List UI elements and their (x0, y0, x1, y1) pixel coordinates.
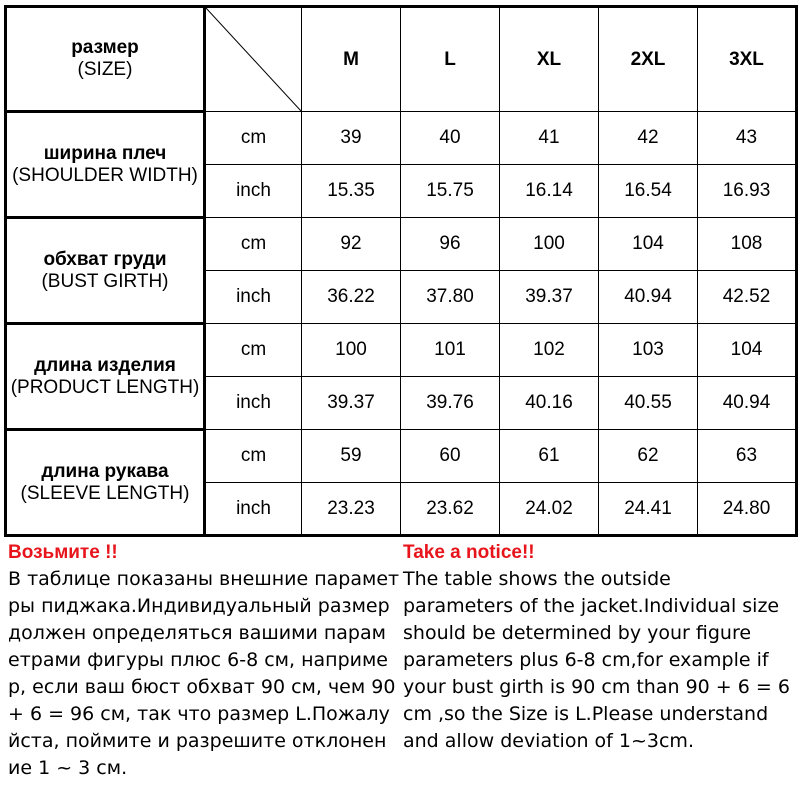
table-row (6, 112, 797, 165)
row-label-en: (PRODUCT LENGTH) (10, 376, 200, 398)
value-cell: 104 (599, 218, 698, 271)
row-label-shoulder-width (6, 112, 205, 218)
value-cell: 15.75 (401, 165, 500, 218)
size-header-l: L (401, 7, 500, 112)
value-cell: 24.80 (698, 483, 797, 536)
value-cell: 24.41 (599, 483, 698, 536)
row-label-sleeve-length (6, 430, 205, 536)
notice-body-ru (8, 566, 398, 782)
value-cell: 23.23 (302, 483, 401, 536)
value-cell: 40 (401, 112, 500, 165)
notice-line: your bust girth is 90 cm than 90 + 6 = 6 (403, 676, 790, 698)
unit-inch: inch (205, 483, 302, 536)
notice-body-en (403, 566, 795, 755)
size-label-ru: размер (71, 37, 139, 59)
value-cell: 41 (500, 112, 599, 165)
unit-cm: cm (205, 430, 302, 483)
notice-title-ru: Возьмите !! (8, 542, 118, 563)
row-label-ru: обхват груди (43, 248, 167, 270)
size-header-3xl: 3XL (698, 7, 797, 112)
diagonal-line (206, 8, 301, 111)
notice-line: and allow deviation of 1~3cm. (403, 730, 694, 752)
row-label-ru: длина рукава (41, 460, 169, 482)
value-cell: 59 (302, 430, 401, 483)
value-cell: 63 (698, 430, 797, 483)
value-cell: 100 (302, 324, 401, 377)
row-label-bust-girth (6, 218, 205, 324)
size-header-m: M (302, 7, 401, 112)
value-cell: 108 (698, 218, 797, 271)
unit-cm: cm (205, 112, 302, 165)
value-cell: 39.37 (500, 271, 599, 324)
value-cell: 42 (599, 112, 698, 165)
size-header-2xl: 2XL (599, 7, 698, 112)
row-label-ru: длина изделия (34, 354, 176, 376)
notice-line: ры пиджака.Индивидуальный размер (8, 595, 390, 617)
value-cell: 36.22 (302, 271, 401, 324)
row-label-en: (BUST GIRTH) (41, 270, 169, 292)
value-cell: 96 (401, 218, 500, 271)
value-cell: 16.54 (599, 165, 698, 218)
value-cell: 40.94 (698, 377, 797, 430)
value-cell: 40.55 (599, 377, 698, 430)
unit-cm: cm (205, 218, 302, 271)
notice-line: + 6 = 96 см, так что размер L.Пожалу (8, 703, 390, 725)
unit-inch: inch (205, 165, 302, 218)
value-cell: 16.14 (500, 165, 599, 218)
notice-line: The table shows the outside (403, 568, 671, 590)
notice-line: ие 1 ~ 3 см. (8, 757, 128, 779)
value-cell: 102 (500, 324, 599, 377)
notice-line: етрами фигуры плюс 6-8 см, наприме (8, 649, 388, 671)
notice-line: йста, поймите и разрешите отклонен (8, 730, 387, 752)
value-cell: 37.80 (401, 271, 500, 324)
unit-inch: inch (205, 377, 302, 430)
notice-line: р, если ваш бюст обхват 90 см, чем 90 (8, 676, 396, 698)
unit-cm: cm (205, 324, 302, 377)
size-header-xl: XL (500, 7, 599, 112)
notice-line: parameters of the jacket.Individual size (403, 595, 780, 617)
value-cell: 16.93 (698, 165, 797, 218)
value-cell: 40.94 (599, 271, 698, 324)
table-row (6, 218, 797, 271)
value-cell: 101 (401, 324, 500, 377)
value-cell: 100 (500, 218, 599, 271)
value-cell: 39.76 (401, 377, 500, 430)
value-cell: 15.35 (302, 165, 401, 218)
size-label-en: (SIZE) (77, 59, 133, 80)
value-cell: 39 (302, 112, 401, 165)
notice-line: должен определяться вашими парам (8, 622, 386, 644)
row-label-ru: ширина плеч (43, 142, 167, 164)
value-cell: 60 (401, 430, 500, 483)
size-table (4, 5, 798, 537)
notice-line: cm ,so the Size is L.Please understand (403, 703, 769, 725)
notice-russian (8, 540, 398, 782)
value-cell: 23.62 (401, 483, 500, 536)
size-header-cell (6, 7, 205, 112)
corner-cell (205, 7, 302, 112)
value-cell: 62 (599, 430, 698, 483)
notice-title-en: Take a notice!! (403, 542, 535, 563)
table-row (6, 430, 797, 483)
unit-inch: inch (205, 271, 302, 324)
value-cell: 39.37 (302, 377, 401, 430)
table-row (6, 324, 797, 377)
notice-line: parameters plus 6-8 cm,for example if (403, 649, 769, 671)
row-label-product-length (6, 324, 205, 430)
notice-english (403, 540, 795, 755)
notice-line: should be determined by your figure (403, 622, 752, 644)
value-cell: 103 (599, 324, 698, 377)
value-cell: 104 (698, 324, 797, 377)
value-cell: 92 (302, 218, 401, 271)
header-row (6, 7, 797, 112)
value-cell: 43 (698, 112, 797, 165)
row-label-en: (SLEEVE LENGTH) (20, 482, 190, 504)
value-cell: 42.52 (698, 271, 797, 324)
row-label-en: (SHOULDER WIDTH) (12, 164, 198, 186)
notice-line: В таблице показаны внешние парамет (8, 568, 400, 590)
value-cell: 40.16 (500, 377, 599, 430)
value-cell: 24.02 (500, 483, 599, 536)
value-cell: 61 (500, 430, 599, 483)
